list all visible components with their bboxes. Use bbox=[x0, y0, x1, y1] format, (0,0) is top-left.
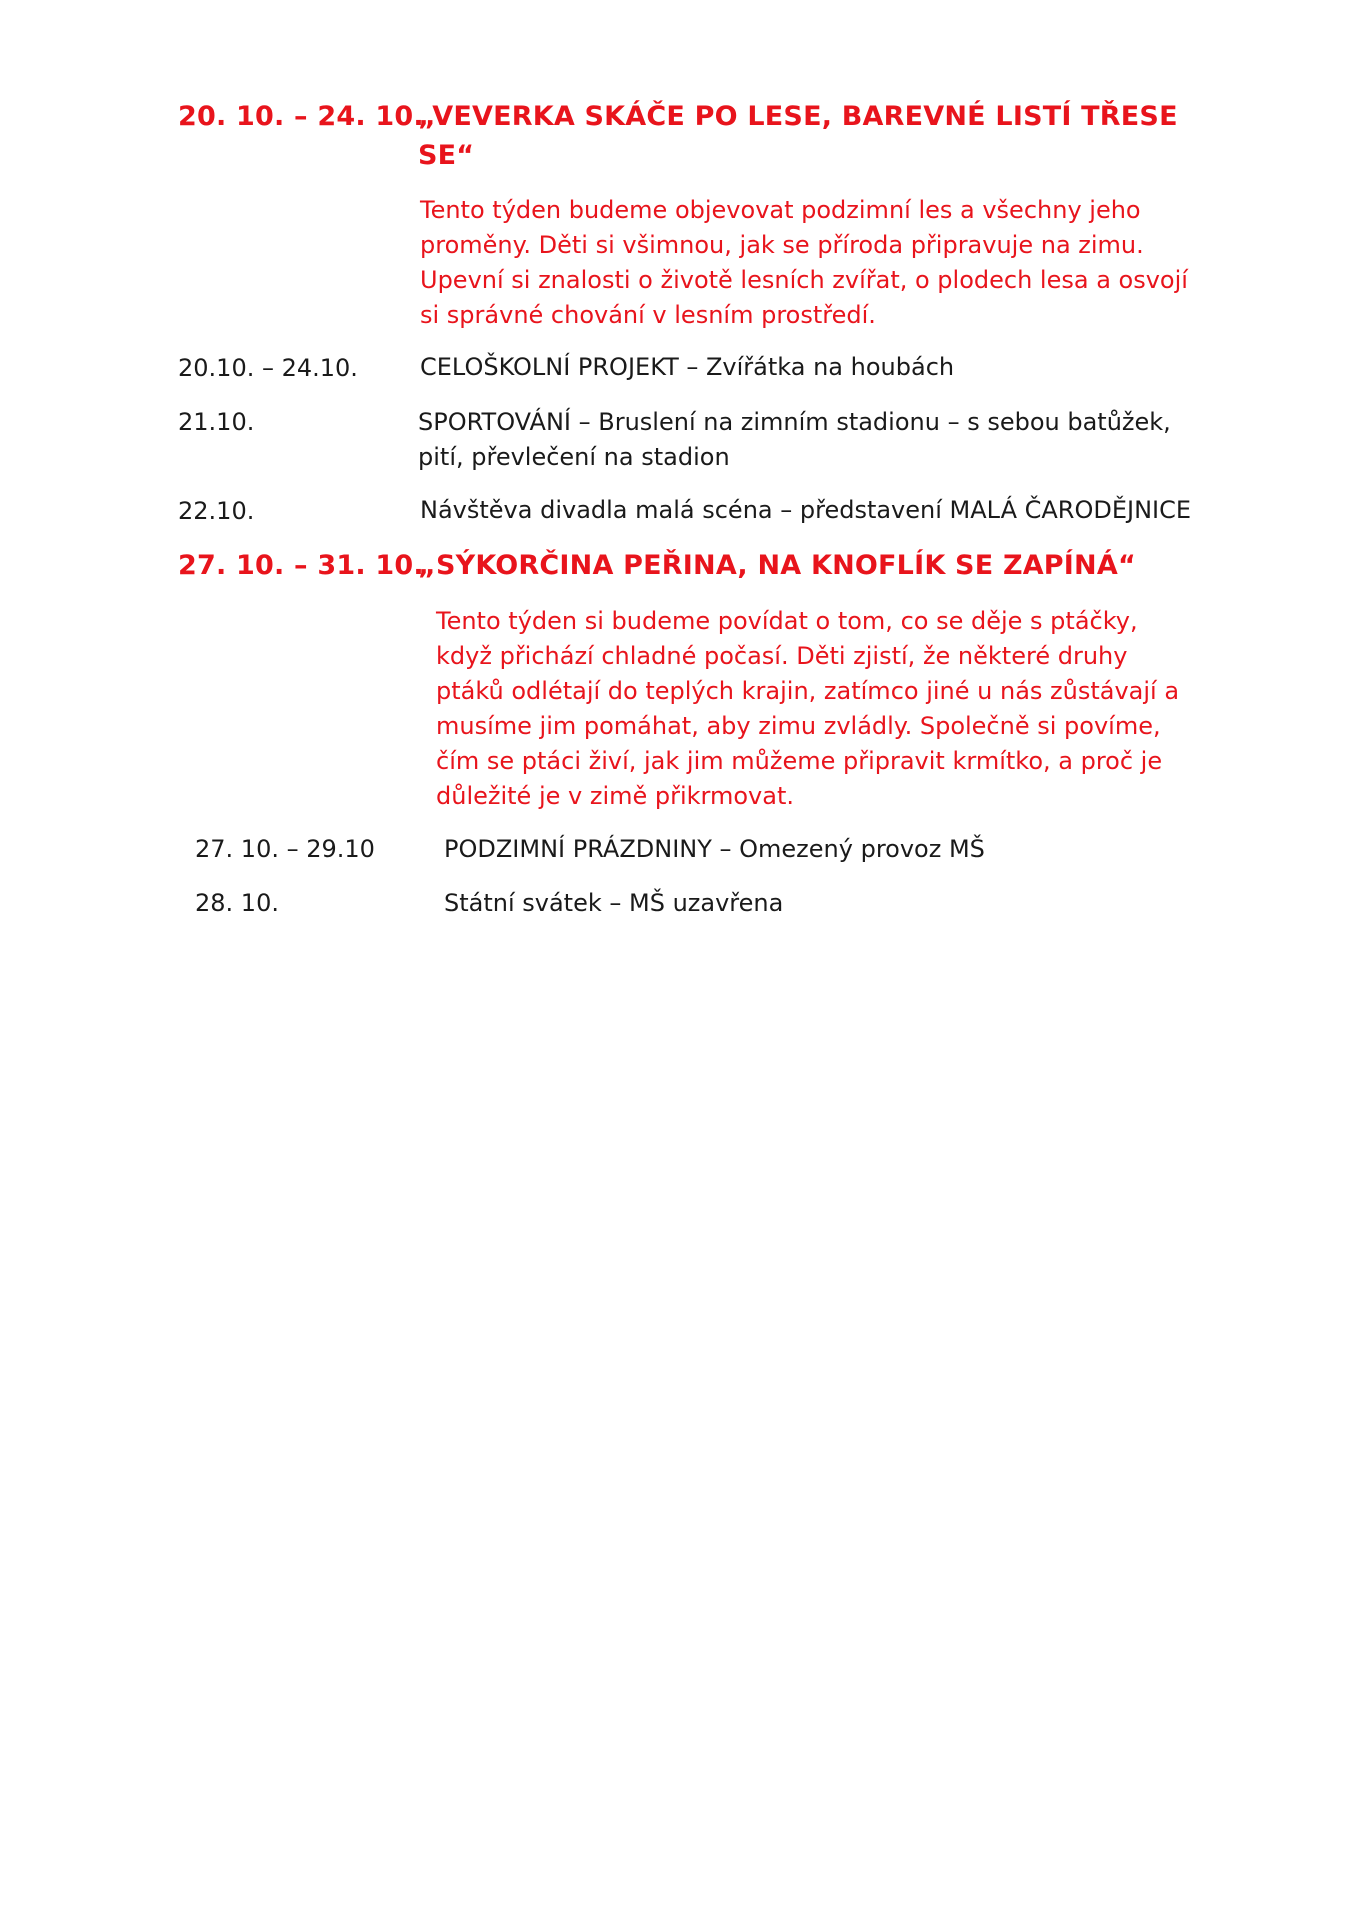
week1-title-continued: SE“ bbox=[418, 140, 475, 171]
week2-title: „SÝKORČINA PEŘINA, NA KNOFLÍK SE ZAPÍNÁ“ bbox=[418, 550, 1136, 581]
event-text: Státní svátek – MŠ uzavřena bbox=[444, 889, 784, 917]
week1-title: „VEVERKA SKÁČE PO LESE, BAREVNÉ LISTÍ TŘESE bbox=[418, 101, 1178, 132]
event-date: 22.10. bbox=[178, 497, 255, 525]
week1-description: Tento týden budeme objevovat podzimní les a všechny jeho proměny. Děti si všimnou, jak se příroda připravuje na zimu. Upevní si znalosti o životě lesních zvířat, o plodech lesa a osvojí si správné chování v lesním prostředí. bbox=[420, 196, 1188, 329]
week1-date: 20. 10. – 24. 10. bbox=[178, 101, 424, 132]
event-text: Návštěva divadla malá scéna – představení MALÁ ČARODĚJNICE bbox=[420, 496, 1192, 524]
event-date: 27. 10. – 29.10 bbox=[195, 835, 375, 863]
event-date: 28. 10. bbox=[195, 889, 279, 917]
event-date: 20.10. – 24.10. bbox=[178, 354, 358, 382]
week2-description: Tento týden si budeme povídat o tom, co se děje s ptáčky, když přichází chladné počasí. Děti zjistí, že některé druhy ptáků odlétají do teplých krajin, zatímco jiné u nás zůstávají a musíme jim pomáhat, aby zimu zvládly. Společně si povíme, čím se ptáci živí, jak jim můžeme připravit krmítko, a proč je důležité je v zimě přikrmovat. bbox=[436, 607, 1180, 810]
event-date: 21.10. bbox=[178, 408, 255, 436]
event-text: CELOŠKOLNÍ PROJEKT – Zvířátka na houbách bbox=[420, 353, 955, 381]
week2-date: 27. 10. – 31. 10. bbox=[178, 550, 424, 581]
event-text: SPORTOVÁNÍ – Bruslení na zimním stadionu – s sebou batůžek, pití, převlečení na stadion bbox=[418, 408, 1171, 471]
event-text: PODZIMNÍ PRÁZDNINY – Omezený provoz MŠ bbox=[444, 835, 985, 863]
